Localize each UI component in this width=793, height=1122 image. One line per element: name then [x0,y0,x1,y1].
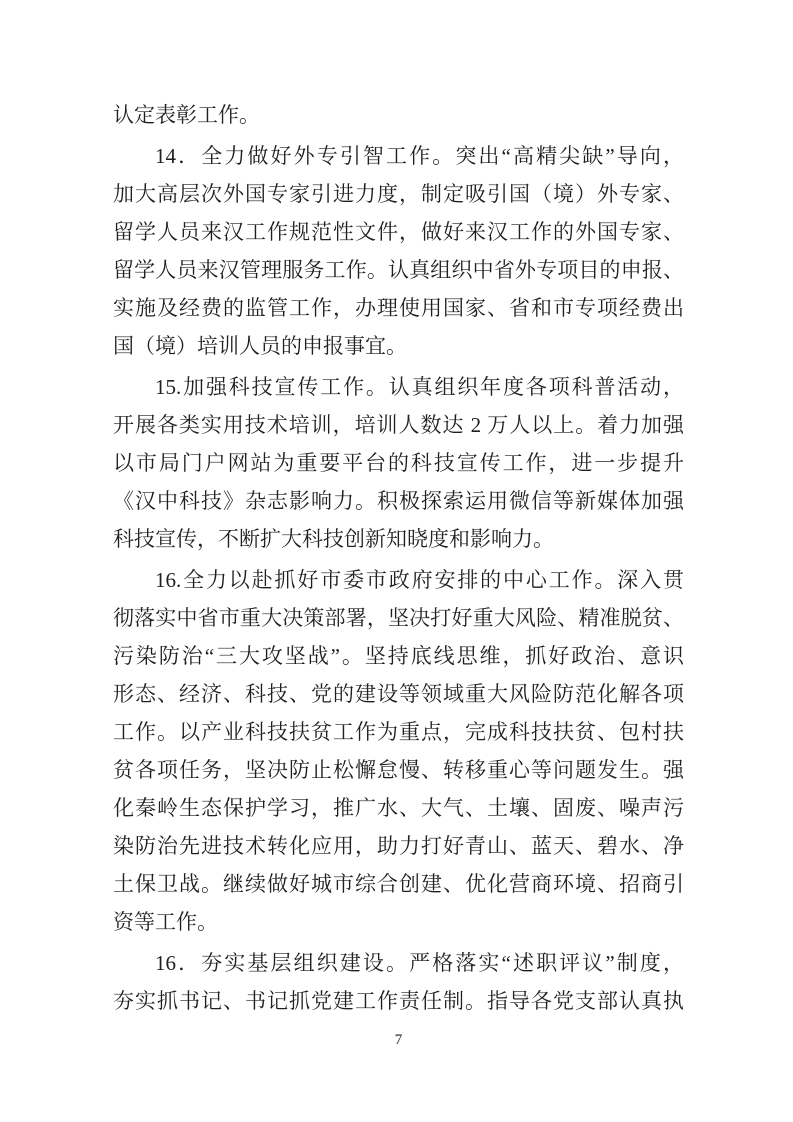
text-line: 夯实抓书记、书记抓党建工作责任制。指导各党支部认真执 [113,989,684,1013]
text-line: 留学人员来汉管理服务工作。认真组织中省外专项目的申报、 [113,258,684,282]
text-line: 土保卫战。继续做好城市综合创建、优化营商环境、招商引 [113,872,684,896]
text-line: 贫各项任务，坚决防止松懈怠慢、转移重心等问题发生。强 [113,758,684,782]
text-line: 开展各类实用技术培训，培训人数达 2 万人以上。着力加强 [113,413,684,437]
text-line: 形态、经济、科技、党的建设等领域重大风险防范化解各项 [113,682,684,706]
paragraph [113,944,684,1020]
text-line: 工作。以产业科技扶贫工作为重点，完成科技扶贫、包村扶 [113,720,684,744]
paragraph [113,368,684,558]
text-line: 染防治先进技术转化应用，助力打好青山、蓝天、碧水、净 [113,834,684,858]
text-line: 资等工作。 [113,910,218,934]
text-line: 科技宣传，不断扩大科技创新知晓度和影响力。 [113,527,554,551]
text-line: 留学人员来汉工作规范性文件，做好来汉工作的外国专家、 [113,220,684,244]
text-line: 国（境）培训人员的申报事宜。 [113,334,407,358]
text-line: 污染防治“三大攻坚战”。坚持底线思维，抓好政治、意识 [113,644,684,668]
text-line: 彻落实中省市重大决策部署，坚决打好重大风险、精准脱贫、 [113,606,684,630]
paragraph [113,561,684,941]
text-line: 加大高层次外国专家引进力度，制定吸引国（境）外专家、 [113,182,684,206]
text-line: 14．全力做好外专引智工作。突出“高精尖缺”导向， [155,144,684,168]
text-line: 认定表彰工作。 [113,103,260,127]
paragraph [113,137,684,365]
text-line: 以市局门户网站为重要平台的科技宣传工作，进一步提升 [113,451,684,475]
page-number: 7 [394,1032,403,1048]
text-line: 16．夯实基层组织建设。严格落实“述职评议”制度， [155,951,684,975]
text-line: 16.全力以赴抓好市委市政府安排的中心工作。深入贯 [155,568,684,592]
text-line: 实施及经费的监管工作，办理使用国家、省和市专项经费出 [113,296,684,320]
document-body [113,96,684,1020]
text-line: 《汉中科技》杂志影响力。积极探索运用微信等新媒体加强 [113,489,684,513]
text-line: 化秦岭生态保护学习，推广水、大气、土壤、固废、噪声污 [113,796,684,820]
text-line: 15.加强科技宣传工作。认真组织年度各项科普活动， [155,375,684,399]
paragraph [113,96,684,134]
